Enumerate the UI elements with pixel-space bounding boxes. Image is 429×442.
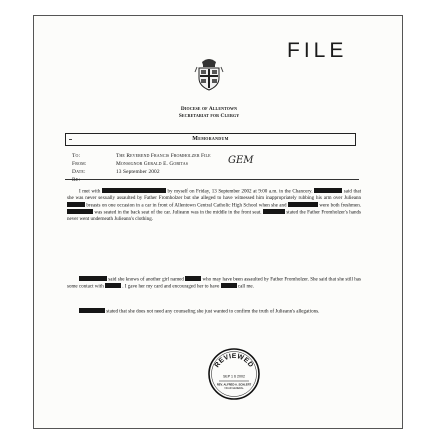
from-label: From: (72, 161, 87, 167)
stamp-word: REVIEWED (213, 352, 255, 369)
p3-text-1: stated that she does not need any counseling she just wanted to confirm the truth of Julieann's allegations. (106, 308, 320, 315)
redaction (67, 209, 93, 214)
redaction (105, 283, 121, 288)
p1-text-6: was seated in the back seat of the car. Julieann was in the middle in the front seat. (94, 209, 262, 216)
redaction (288, 202, 318, 207)
file-stamp: FILE (287, 39, 348, 62)
stamp-subline: VICAR GENERAL (224, 387, 244, 390)
handwritten-initials: GEM (228, 155, 254, 166)
p1-text-1: I met with (79, 188, 101, 195)
p2-text-3: . I gave her my card and encouraged her to have (122, 283, 220, 290)
body-paragraph-2 (67, 276, 361, 303)
reviewed-stamp-icon (207, 347, 261, 401)
redaction (102, 188, 166, 193)
redaction (79, 276, 107, 281)
from-value: Monsignor Gerald E. Gobitas (116, 161, 189, 167)
header-divider (65, 179, 359, 180)
redaction (79, 308, 105, 313)
p1-text-4: breasts on one occasion in a car in front of Allentown Central Catholic High School when she and (86, 202, 287, 209)
letterhead-line-2: Secretariat for Clergy (178, 113, 240, 119)
letterhead-line-1: Diocese of Allentown (180, 106, 238, 112)
redaction (221, 283, 237, 288)
redaction (314, 188, 342, 193)
diocesan-coat-of-arms-icon (194, 54, 224, 92)
stamp-name: REV. ALFRED A. SCHLERT (216, 383, 252, 387)
body-paragraph-1 (67, 188, 361, 253)
letterhead (128, 106, 290, 120)
stamp-date: SEP 1 6 2002 (222, 374, 246, 379)
p2-text-2: who may have been assaulted by Father Fromholzer. She said that she still has some contact with (67, 276, 361, 290)
to-value: The Reverend Francis Fromholzer File (116, 153, 211, 159)
redaction (67, 202, 85, 207)
redaction (185, 276, 201, 281)
p1-text-2: by myself on Friday, 13 September 2002 at 9:00 a.m. in the Chancery. (167, 188, 313, 195)
p1-text-7: stated the Father Fromholzer's hands never went underneath Julieann's clothing. (67, 209, 361, 222)
date-label: Date: (72, 169, 86, 175)
p2-text-1: said she knows of another girl named (108, 276, 184, 283)
memorandum-title: Memorandum (192, 136, 229, 142)
memorandum-bar (65, 133, 356, 146)
re-label: Re: (72, 177, 81, 183)
p1-text-5: were both freshmen. (319, 202, 361, 209)
p2-text-4: call me. (237, 283, 254, 290)
p1-text-3: said that she was never sexually assaulted by Father Fromholzer but she alleged to have witnessed him inappropriately rubbing his arm over Julieann (67, 188, 361, 202)
date-value: 13 September 2002 (116, 169, 160, 175)
redaction (263, 209, 285, 214)
body-paragraph-3 (67, 308, 361, 328)
to-label: To: (72, 153, 81, 159)
memo-bar-leader (69, 139, 72, 140)
